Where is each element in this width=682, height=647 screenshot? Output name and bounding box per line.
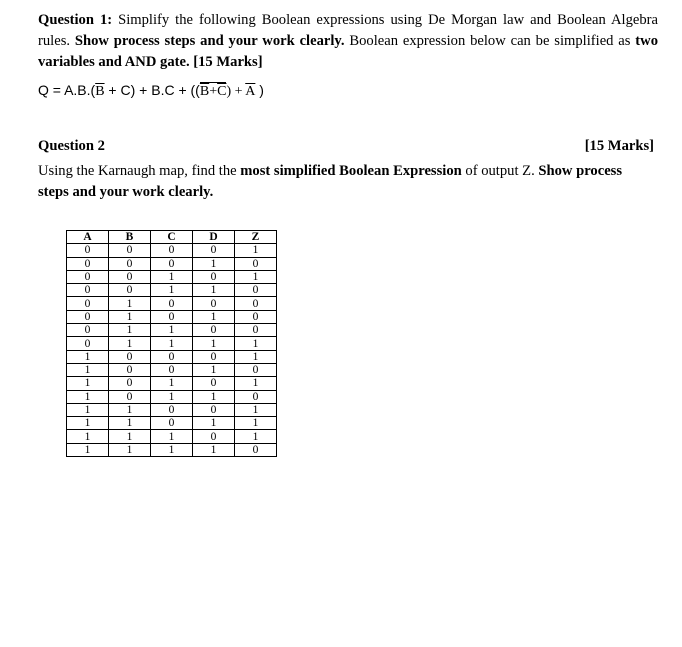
table-cell: 1 (67, 430, 109, 443)
table-row (67, 377, 277, 390)
table-cell: 0 (109, 257, 151, 270)
table-cell: 1 (151, 284, 193, 297)
expr-part-1: Q = A.B.( (38, 82, 96, 98)
table-row (67, 284, 277, 297)
question-1-text-part1: Simplify the following Boolean expressions using De Morgan law and Boolean Algebra rules. (38, 12, 658, 49)
table-cell: 1 (235, 337, 277, 350)
header-b: B (109, 231, 151, 244)
table-row (67, 417, 277, 430)
table-cell: 0 (67, 297, 109, 310)
table-cell: 1 (193, 284, 235, 297)
table-cell: 0 (151, 403, 193, 416)
table-cell: 0 (151, 350, 193, 363)
table-cell: 1 (193, 363, 235, 376)
header-d: D (193, 231, 235, 244)
table-cell: 1 (235, 403, 277, 416)
table-cell: 1 (235, 244, 277, 257)
table-cell: 0 (109, 350, 151, 363)
table-cell: 1 (151, 270, 193, 283)
table-cell: 0 (67, 270, 109, 283)
question-2-header (38, 136, 654, 157)
question-2-text-part2: of output Z. (461, 163, 539, 179)
question-1-marks: two variables and AND gate. [15 Marks] (38, 33, 658, 70)
question-2-text (38, 161, 654, 203)
table-row (67, 430, 277, 443)
table-cell: 0 (109, 284, 151, 297)
table-row (67, 297, 277, 310)
header-c: C (151, 231, 193, 244)
question-1-text (38, 10, 658, 73)
table-row (67, 443, 277, 456)
table-cell: 0 (193, 297, 235, 310)
table-cell: 0 (109, 377, 151, 390)
table-cell: 0 (235, 257, 277, 270)
table-cell: 1 (151, 443, 193, 456)
table-cell: 1 (151, 337, 193, 350)
table-cell: 0 (151, 257, 193, 270)
table-cell: 0 (193, 377, 235, 390)
table-cell: 0 (235, 443, 277, 456)
table-cell: 0 (151, 363, 193, 376)
truth-table-body (67, 244, 277, 457)
question-1-bold-instruction: Show process steps and your work clearly. (74, 33, 345, 49)
table-cell: 0 (109, 363, 151, 376)
question-2 (38, 136, 654, 203)
table-cell: 1 (67, 363, 109, 376)
question-2-bold-1: most simplified Boolean Expression (240, 163, 462, 179)
table-row (67, 390, 277, 403)
expr-b-bar: $\overline{B}$ (95, 84, 105, 99)
header-a: A (67, 231, 109, 244)
table-cell: 0 (151, 310, 193, 323)
table-cell: 1 (109, 324, 151, 337)
table-cell: 1 (67, 417, 109, 430)
table-cell: 1 (109, 297, 151, 310)
table-cell: 0 (109, 270, 151, 283)
table-cell: 1 (67, 390, 109, 403)
table-cell: 0 (109, 390, 151, 403)
table-cell: 1 (235, 417, 277, 430)
table-row (67, 257, 277, 270)
table-cell: 1 (151, 390, 193, 403)
table-cell: 1 (235, 270, 277, 283)
table-cell: 0 (67, 324, 109, 337)
table-cell: 1 (109, 443, 151, 456)
table-cell: 0 (235, 284, 277, 297)
table-cell: 1 (193, 257, 235, 270)
table-cell: 1 (109, 417, 151, 430)
truth-table (66, 230, 277, 457)
table-row (67, 244, 277, 257)
table-cell: 1 (235, 350, 277, 363)
expr-part-2: + C) + B.C + (( (104, 82, 200, 98)
question-2-bold-2: Show process steps and your work clearly. (38, 163, 623, 200)
table-cell: 0 (67, 310, 109, 323)
table-cell: 0 (235, 310, 277, 323)
table-cell: 1 (67, 403, 109, 416)
table-cell: 0 (193, 403, 235, 416)
table-cell: 1 (109, 430, 151, 443)
table-cell: 1 (193, 443, 235, 456)
boolean-expression (38, 82, 264, 100)
table-cell: 0 (67, 244, 109, 257)
table-cell: 1 (67, 377, 109, 390)
table-cell: 0 (67, 337, 109, 350)
table-cell: 0 (193, 244, 235, 257)
table-cell: 0 (235, 390, 277, 403)
table-row (67, 350, 277, 363)
table-cell: 1 (235, 430, 277, 443)
table-cell: 0 (235, 297, 277, 310)
truth-table-header-row (67, 231, 277, 244)
table-cell: 1 (67, 443, 109, 456)
expr-a-bar: $\overline{A}$ (245, 84, 256, 99)
table-cell: 1 (109, 310, 151, 323)
table-row (67, 403, 277, 416)
table-cell: 0 (67, 284, 109, 297)
table-cell: 0 (193, 430, 235, 443)
table-cell: 1 (193, 337, 235, 350)
expr-b-plus-c-bar (200, 82, 227, 99)
table-cell: 0 (151, 244, 193, 257)
expr-part-3: ) + (226, 84, 246, 99)
table-cell: 1 (151, 377, 193, 390)
table-cell: 0 (235, 324, 277, 337)
question-1-text-part2: Boolean expression below can be simplified as (344, 33, 636, 49)
table-cell: 1 (109, 337, 151, 350)
table-cell: 0 (193, 324, 235, 337)
question-2-marks: [15 Marks] (584, 138, 654, 154)
question-1-label: Question 1: (38, 12, 113, 28)
table-cell: 0 (151, 417, 193, 430)
expr-c-bar: $\overline{C}$ (217, 84, 227, 99)
expr-plus: + (209, 84, 218, 99)
table-row (67, 324, 277, 337)
table-cell: 0 (193, 270, 235, 283)
table-cell: 1 (151, 324, 193, 337)
table-cell: 0 (151, 297, 193, 310)
table-row (67, 363, 277, 376)
question-2-text-part1: Using the Karnaugh map, find the (38, 163, 241, 179)
table-cell: 1 (193, 310, 235, 323)
table-cell: 1 (193, 417, 235, 430)
table-cell: 0 (67, 257, 109, 270)
table-cell: 1 (235, 377, 277, 390)
table-cell: 1 (193, 390, 235, 403)
table-cell: 1 (151, 430, 193, 443)
table-cell: 1 (67, 350, 109, 363)
expr-b2-bar: $\overline{B}$ (199, 84, 210, 99)
header-z: Z (235, 231, 277, 244)
question-2-label: Question 2 (38, 138, 105, 154)
table-row (67, 337, 277, 350)
table-cell: 0 (109, 244, 151, 257)
table-row (67, 310, 277, 323)
table-row (67, 270, 277, 283)
table-cell: 0 (193, 350, 235, 363)
table-cell: 1 (109, 403, 151, 416)
expr-part-4: ) (255, 82, 264, 98)
table-cell: 0 (235, 363, 277, 376)
